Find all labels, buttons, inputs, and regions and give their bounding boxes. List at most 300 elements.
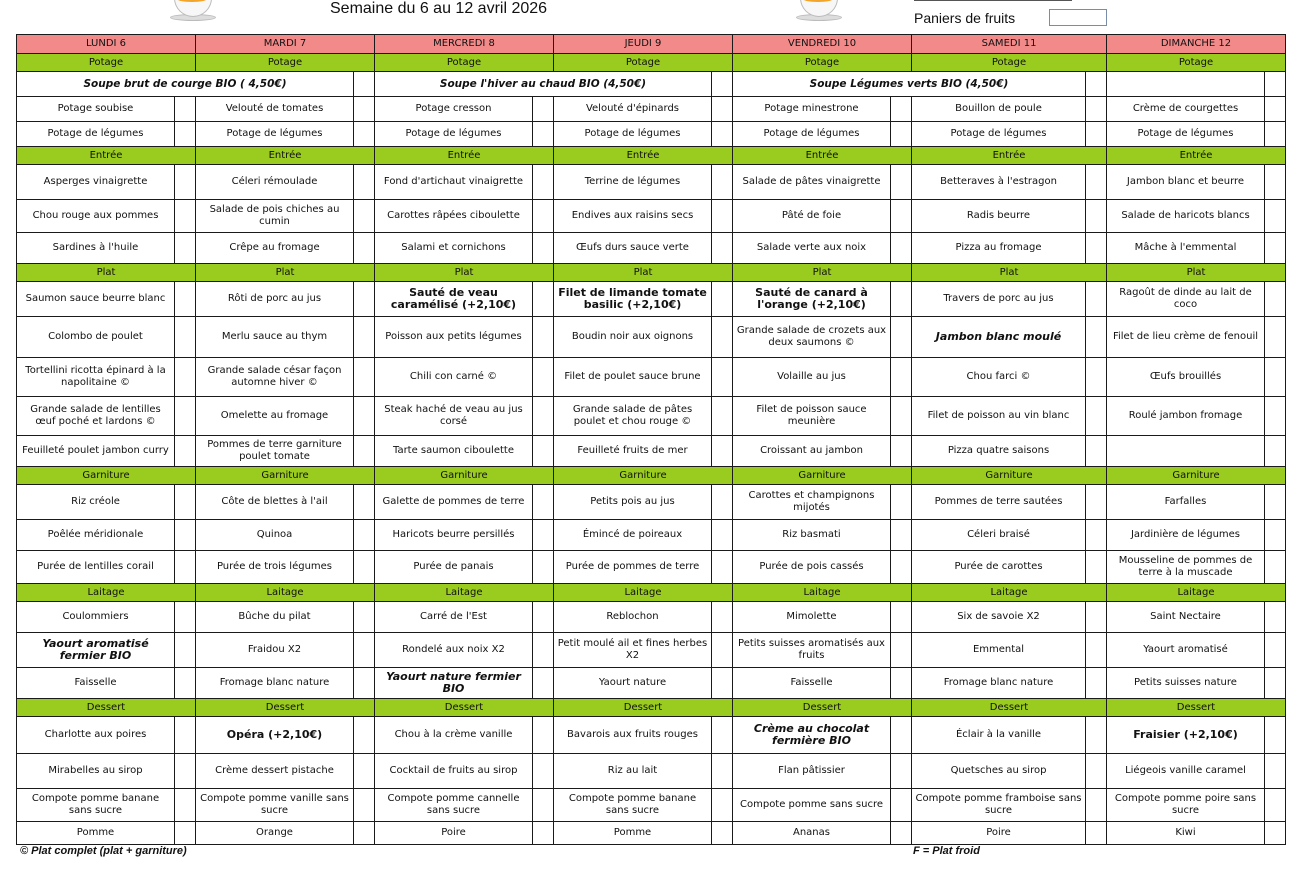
footer-legend-complete: © Plat complet (plat + garniture) (20, 845, 187, 857)
selection-box[interactable] (1264, 233, 1285, 263)
menu-cell (554, 282, 733, 317)
selection-box[interactable] (1264, 122, 1285, 146)
selection-box[interactable] (353, 436, 374, 466)
selection-box[interactable] (711, 200, 732, 232)
section-header: Laitage (17, 584, 196, 602)
menu-item: Céleri braisé (967, 529, 1030, 540)
selection-box[interactable] (532, 397, 553, 435)
menu-cell (375, 200, 554, 233)
selection-box[interactable] (532, 602, 553, 632)
selection-box[interactable] (532, 97, 553, 121)
section-header: Garniture (554, 467, 733, 485)
menu-item: Yaourt aromatisé (1143, 644, 1228, 655)
selection-box[interactable] (890, 200, 911, 232)
selection-box[interactable] (174, 97, 195, 121)
menu-cell (17, 717, 196, 754)
menu-item: Purée de trois légumes (216, 561, 333, 572)
selection-box[interactable] (353, 717, 374, 753)
selection-box[interactable] (1085, 72, 1106, 96)
menu-cell (196, 789, 375, 822)
selection-box[interactable] (353, 789, 374, 821)
selection-box[interactable] (1264, 485, 1285, 519)
menu-item: Potage de légumes (950, 128, 1047, 139)
menu-item: Carré de l'Est (420, 611, 487, 622)
selection-box[interactable] (174, 551, 195, 583)
menu-cell (196, 633, 375, 668)
menu-item: Liégeois vanille caramel (1125, 765, 1246, 776)
menu-item: Salade de haricots blancs (1121, 210, 1250, 221)
menu-item: Salami et cornichons (401, 242, 506, 253)
menu-item: Charlotte aux poires (44, 729, 147, 740)
section-header: Garniture (1107, 467, 1286, 485)
menu-cell (912, 551, 1107, 584)
selection-box[interactable] (1264, 754, 1285, 788)
selection-box[interactable] (1085, 602, 1106, 632)
menu-cell (554, 97, 733, 122)
section-header-row-garniture (17, 467, 1286, 485)
menu-item: Betteraves à l'estragon (940, 176, 1057, 187)
menu-row (17, 789, 1286, 822)
section-header: Plat (196, 264, 375, 282)
selection-box[interactable] (711, 485, 732, 519)
fruits-checkbox[interactable] (1049, 9, 1107, 26)
menu-item: Farfalles (1164, 496, 1207, 507)
selection-box[interactable] (174, 668, 195, 698)
menu-cell (912, 520, 1107, 551)
menu-item: Poisson aux petits légumes (385, 331, 522, 342)
menu-cell (912, 485, 1107, 520)
selection-box[interactable] (353, 97, 374, 121)
section-header: Dessert (17, 699, 196, 717)
selection-box[interactable] (711, 72, 732, 96)
divider (914, 0, 1072, 1)
selection-box[interactable] (174, 165, 195, 199)
section-header: Laitage (733, 584, 912, 602)
menu-cell (912, 436, 1107, 467)
selection-box[interactable] (532, 436, 553, 466)
selection-box[interactable] (1085, 754, 1106, 788)
selection-box[interactable] (353, 317, 374, 357)
selection-box[interactable] (532, 789, 553, 821)
menu-item: Faisselle (74, 677, 117, 688)
menu-item: Potage de légumes (405, 128, 502, 139)
menu-row (17, 754, 1286, 789)
selection-box[interactable] (890, 520, 911, 550)
menu-cell (196, 165, 375, 200)
menu-cell (196, 122, 375, 147)
selection-box[interactable] (353, 551, 374, 583)
day-header-row (17, 35, 1286, 54)
selection-box[interactable] (1264, 633, 1285, 667)
menu-item: Chou à la crème vanille (394, 729, 513, 740)
menu-row (17, 397, 1286, 436)
selection-box[interactable] (1085, 551, 1106, 583)
selection-box[interactable] (174, 397, 195, 435)
menu-item: Filet de poisson au vin blanc (927, 410, 1070, 421)
selection-box[interactable] (890, 551, 911, 583)
menu-item: Tortellini ricotta épinard à la napolitaine © (25, 365, 166, 388)
menu-cell (196, 282, 375, 317)
menu-cell (554, 317, 733, 358)
menu-cell (733, 717, 912, 754)
selection-box[interactable] (711, 122, 732, 146)
menu-cell (733, 436, 912, 467)
menu-cell (733, 633, 912, 668)
selection-box[interactable] (353, 165, 374, 199)
selection-box[interactable] (711, 97, 732, 121)
menu-cell (733, 165, 912, 200)
selection-box[interactable] (174, 233, 195, 263)
selection-box[interactable] (890, 602, 911, 632)
menu-cell (17, 97, 196, 122)
selection-box[interactable] (1264, 317, 1285, 357)
menu-item: Grande salade césar façon automne hiver © (207, 365, 342, 388)
selection-box[interactable] (890, 754, 911, 788)
menu-cell (17, 754, 196, 789)
selection-box[interactable] (353, 200, 374, 232)
selection-box[interactable] (1085, 317, 1106, 357)
menu-item: Kiwi (1175, 827, 1196, 838)
menu-cell (733, 282, 912, 317)
menu-cell (17, 358, 196, 397)
menu-item: Petits suisses nature (1134, 677, 1237, 688)
selection-box[interactable] (174, 520, 195, 550)
section-header: Dessert (196, 699, 375, 717)
menu-item: Haricots beurre persillés (392, 529, 515, 540)
selection-box[interactable] (711, 551, 732, 583)
menu-cell (912, 717, 1107, 754)
menu-cell (196, 551, 375, 584)
selection-box[interactable] (532, 822, 553, 844)
menu-cell (17, 282, 196, 317)
selection-box[interactable] (353, 122, 374, 146)
selection-box[interactable] (532, 633, 553, 667)
menu-cell (912, 165, 1107, 200)
selection-box[interactable] (711, 602, 732, 632)
menu-cell (375, 520, 554, 551)
selection-box[interactable] (532, 317, 553, 357)
selection-box[interactable] (711, 436, 732, 466)
selection-box[interactable] (353, 602, 374, 632)
menu-cell (17, 485, 196, 520)
selection-box[interactable] (711, 668, 732, 698)
selection-box[interactable] (1264, 165, 1285, 199)
soup-bowl-icon (796, 0, 840, 22)
menu-item: Emmental (972, 644, 1025, 655)
selection-box[interactable] (711, 165, 732, 199)
menu-item: Grande salade de crozets aux deux saumons © (736, 325, 887, 348)
selection-box[interactable] (1264, 668, 1285, 698)
selection-box[interactable] (174, 602, 195, 632)
selection-box[interactable] (1085, 122, 1106, 146)
selection-box[interactable] (890, 165, 911, 199)
section-header: Dessert (733, 699, 912, 717)
selection-box[interactable] (1264, 200, 1285, 232)
section-header: Plat (912, 264, 1107, 282)
selection-box[interactable] (711, 633, 732, 667)
selection-box[interactable] (353, 754, 374, 788)
menu-cell (196, 358, 375, 397)
menu-item: Quinoa (256, 529, 293, 540)
day-header: SAMEDI 11 (912, 35, 1107, 54)
selection-box[interactable] (711, 822, 732, 844)
menu-cell (733, 822, 912, 845)
day-header: MERCREDI 8 (375, 35, 554, 54)
menu-item: Volaille au jus (777, 371, 846, 382)
selection-box[interactable] (890, 317, 911, 357)
selection-box[interactable] (1264, 717, 1285, 753)
section-header: Dessert (1107, 699, 1286, 717)
selection-box[interactable] (890, 436, 911, 466)
selection-box[interactable] (1264, 72, 1285, 96)
menu-cell (375, 717, 554, 754)
selection-box[interactable] (353, 282, 374, 316)
selection-box[interactable] (1085, 200, 1106, 232)
menu-item: Potage minestrone (764, 103, 859, 114)
menu-cell (375, 789, 554, 822)
selection-box[interactable] (1264, 397, 1285, 435)
selection-box[interactable] (174, 436, 195, 466)
selection-box[interactable] (353, 485, 374, 519)
menu-item: Radis beurre (966, 210, 1031, 221)
section-header: Potage (554, 54, 733, 72)
selection-box[interactable] (711, 282, 732, 316)
selection-box[interactable] (1085, 165, 1106, 199)
selection-box[interactable] (890, 358, 911, 396)
selection-box[interactable] (353, 358, 374, 396)
selection-box[interactable] (711, 717, 732, 753)
selection-box[interactable] (1264, 822, 1285, 844)
selection-box[interactable] (1085, 633, 1106, 667)
selection-box[interactable] (174, 282, 195, 316)
selection-box[interactable] (532, 122, 553, 146)
selection-box[interactable] (711, 754, 732, 788)
menu-item: Coulommiers (62, 611, 129, 622)
selection-box[interactable] (532, 233, 553, 263)
selection-box[interactable] (174, 633, 195, 667)
selection-box[interactable] (1264, 551, 1285, 583)
selection-box[interactable] (1085, 717, 1106, 753)
selection-box[interactable] (711, 233, 732, 263)
selection-box[interactable] (532, 282, 553, 316)
selection-box[interactable] (174, 358, 195, 396)
selection-box[interactable] (1264, 520, 1285, 550)
selection-box[interactable] (532, 754, 553, 788)
selection-box[interactable] (532, 717, 553, 753)
day-header: JEUDI 9 (554, 35, 733, 54)
section-header: Garniture (733, 467, 912, 485)
section-header: Dessert (912, 699, 1107, 717)
menu-item: Filet de poisson sauce meunière (756, 404, 867, 427)
menu-cell (1107, 122, 1286, 147)
menu-item: Pommes de terre sautées (934, 496, 1063, 507)
menu-cell (912, 97, 1107, 122)
menu-cell (375, 397, 554, 436)
section-header-row-potage (17, 54, 1286, 72)
menu-cell (912, 668, 1107, 699)
selection-box[interactable] (174, 485, 195, 519)
menu-cell (1107, 233, 1286, 264)
selection-box[interactable] (711, 397, 732, 435)
selection-box[interactable] (353, 72, 374, 96)
menu-table (16, 34, 1286, 845)
menu-item: Pâté de foie (781, 210, 842, 221)
menu-row (17, 200, 1286, 233)
section-header-row-entree (17, 147, 1286, 165)
menu-cell (733, 200, 912, 233)
selection-box[interactable] (1085, 397, 1106, 435)
selection-box[interactable] (1264, 282, 1285, 316)
selection-box[interactable] (711, 789, 732, 821)
selection-box[interactable] (174, 122, 195, 146)
section-header: Entrée (733, 147, 912, 165)
menu-item: Mimolette (786, 611, 837, 622)
selection-box[interactable] (890, 789, 911, 821)
section-header: Plat (1107, 264, 1286, 282)
menu-cell (1107, 317, 1286, 358)
menu-cell (554, 602, 733, 633)
menu-item: Saumon sauce beurre blanc (25, 293, 166, 304)
section-header: Dessert (554, 699, 733, 717)
selection-box[interactable] (174, 822, 195, 844)
selection-box[interactable] (532, 668, 553, 698)
menu-item: Six de savoie X2 (957, 611, 1040, 622)
selection-box[interactable] (890, 122, 911, 146)
selection-box[interactable] (353, 633, 374, 667)
selection-box[interactable] (890, 717, 911, 753)
selection-box[interactable] (890, 668, 911, 698)
menu-item: Compote pomme banane sans sucre (568, 793, 697, 816)
selection-box[interactable] (353, 822, 374, 844)
menu-item: Roulé jambon fromage (1128, 410, 1243, 421)
menu-item: Salade de pâtes vinaigrette (742, 176, 881, 187)
selection-box[interactable] (890, 397, 911, 435)
menu-item: Petits pois au jus (590, 496, 675, 507)
menu-item: Feuilleté fruits de mer (577, 445, 688, 456)
selection-box[interactable] (532, 358, 553, 396)
menu-cell (554, 520, 733, 551)
menu-cell (196, 520, 375, 551)
section-header: Laitage (554, 584, 733, 602)
section-header: Entrée (196, 147, 375, 165)
selection-box[interactable] (174, 717, 195, 753)
section-header-row-laitage (17, 584, 1286, 602)
menu-cell (375, 122, 554, 147)
menu-item: Pommes de terre garniture poulet tomate (207, 439, 342, 462)
selection-box[interactable] (1264, 436, 1285, 466)
menu-cell (1107, 551, 1286, 584)
menu-item: Potage de légumes (226, 128, 323, 139)
menu-cell (196, 200, 375, 233)
selection-box[interactable] (890, 97, 911, 121)
page-title: Semaine du 6 au 12 avril 2026 (330, 0, 548, 17)
menu-cell (1107, 789, 1286, 822)
menu-item: Asperges vinaigrette (43, 176, 148, 187)
selection-box[interactable] (711, 317, 732, 357)
selection-box[interactable] (1085, 520, 1106, 550)
selection-box[interactable] (174, 317, 195, 357)
menu-cell (1107, 520, 1286, 551)
menu-item: Riz basmati (782, 529, 841, 540)
menu-item: Pomme (613, 827, 652, 838)
selection-box[interactable] (532, 200, 553, 232)
selection-box[interactable] (174, 200, 195, 232)
selection-box[interactable] (1085, 436, 1106, 466)
menu-cell (733, 602, 912, 633)
menu-item: Grande salade de lentilles œuf poché et lardons © (30, 404, 161, 427)
menu-cell (554, 668, 733, 699)
selection-box[interactable] (532, 485, 553, 519)
selection-box[interactable] (1264, 602, 1285, 632)
day-header: VENDREDI 10 (733, 35, 912, 54)
selection-box[interactable] (532, 520, 553, 550)
selection-box[interactable] (1264, 97, 1285, 121)
selection-box[interactable] (532, 551, 553, 583)
menu-cell (912, 754, 1107, 789)
selection-box[interactable] (353, 520, 374, 550)
menu-item: Jambon blanc et beurre (1126, 176, 1245, 187)
menu-item: Petits suisses aromatisés aux fruits (738, 638, 885, 661)
selection-box[interactable] (890, 633, 911, 667)
menu-item: Yaourt aromatisé fermier BIO (42, 637, 149, 662)
menu-item: Flan pâtissier (778, 765, 845, 776)
menu-row (17, 122, 1286, 147)
selection-box[interactable] (353, 233, 374, 263)
soup-offer-label: Soupe l'hiver au chaud BIO (4,50€) (439, 78, 647, 90)
selection-box[interactable] (1085, 822, 1106, 844)
section-header: Entrée (375, 147, 554, 165)
section-header: Garniture (17, 467, 196, 485)
menu-cell (196, 397, 375, 436)
selection-box[interactable] (711, 520, 732, 550)
menu-cell (554, 358, 733, 397)
selection-box[interactable] (890, 282, 911, 316)
selection-box[interactable] (1085, 668, 1106, 698)
selection-box[interactable] (1085, 358, 1106, 396)
selection-box[interactable] (890, 233, 911, 263)
selection-box[interactable] (890, 822, 911, 844)
selection-box[interactable] (1085, 233, 1106, 263)
selection-box[interactable] (1264, 358, 1285, 396)
menu-item: Potage de légumes (47, 128, 144, 139)
selection-box[interactable] (890, 485, 911, 519)
menu-cell (733, 397, 912, 436)
selection-box[interactable] (711, 358, 732, 396)
selection-box[interactable] (174, 754, 195, 788)
menu-item: Faisselle (790, 677, 833, 688)
menu-cell (912, 789, 1107, 822)
selection-box[interactable] (1264, 789, 1285, 821)
menu-item: Merlu sauce au thym (221, 331, 328, 342)
menu-row (17, 233, 1286, 264)
menu-item: Bûche du pilat (238, 611, 311, 622)
selection-box[interactable] (353, 668, 374, 698)
menu-cell (554, 200, 733, 233)
menu-item: Poire (986, 827, 1011, 838)
menu-cell (733, 317, 912, 358)
selection-box[interactable] (353, 397, 374, 435)
selection-box[interactable] (1085, 789, 1106, 821)
menu-item: Compote pomme cannelle sans sucre (387, 793, 520, 816)
menu-cell (196, 602, 375, 633)
selection-box[interactable] (532, 165, 553, 199)
menu-cell (912, 822, 1107, 845)
selection-box[interactable] (174, 789, 195, 821)
selection-box[interactable] (1085, 282, 1106, 316)
selection-box[interactable] (1085, 485, 1106, 519)
fruits-label: Paniers de fruits (914, 10, 1016, 26)
selection-box[interactable] (1085, 97, 1106, 121)
